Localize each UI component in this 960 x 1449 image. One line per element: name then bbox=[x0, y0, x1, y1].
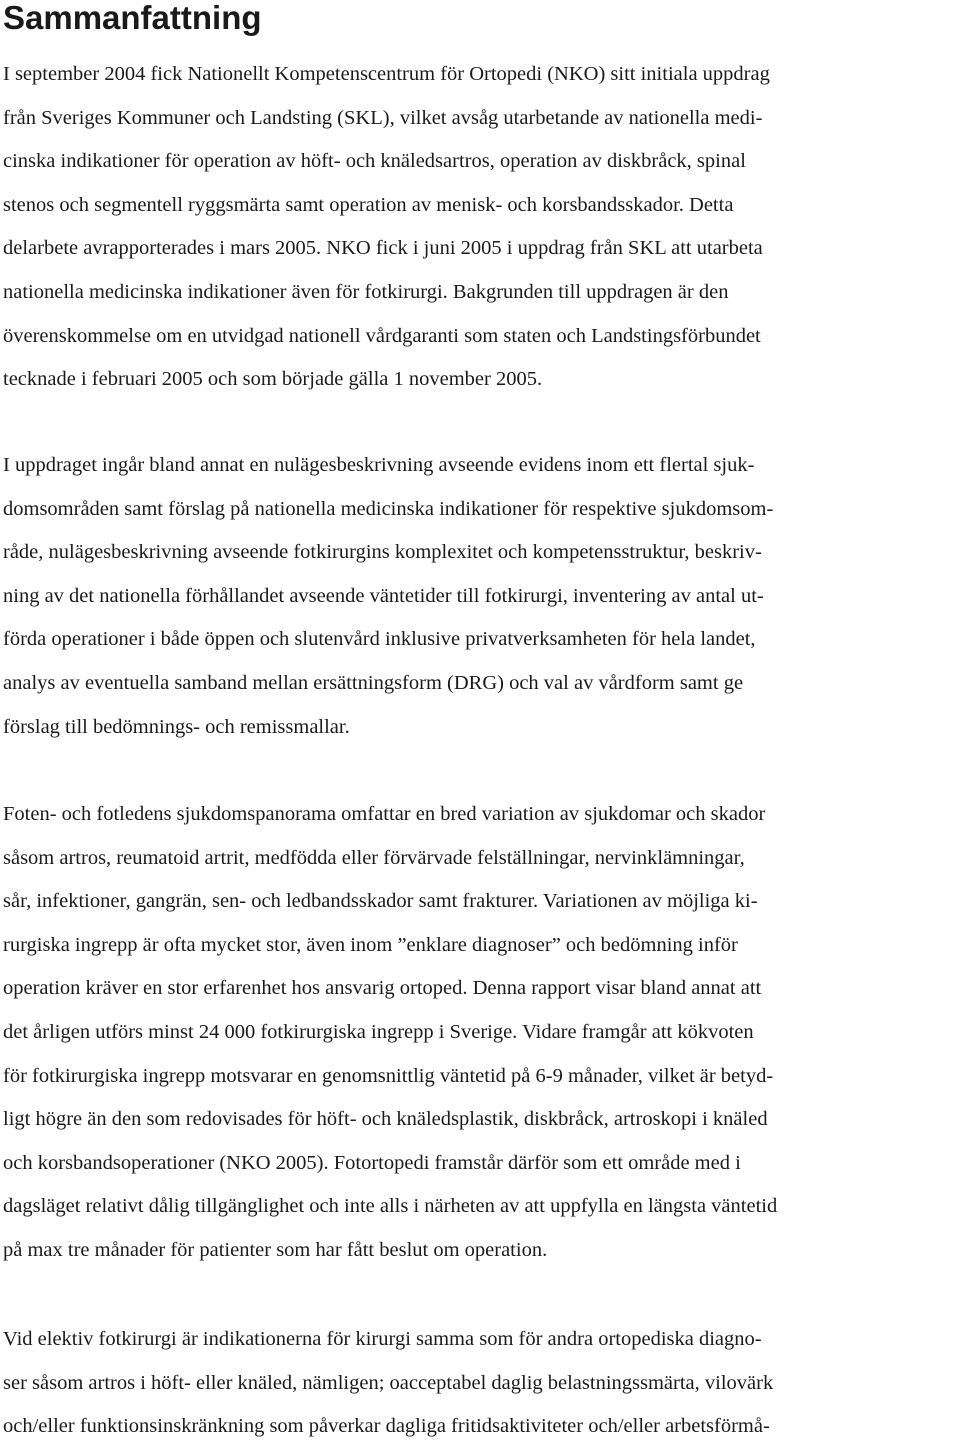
text-line: det årligen utförs minst 24 000 fotkirurgiska ingrepp i Sverige. Vidare framgår att kökvoten bbox=[3, 1020, 754, 1043]
text-line: nationella medicinska indikationer även för fotkirurgi. Bakgrunden till uppdragen är den bbox=[3, 280, 729, 303]
text-line: på max tre månader för patienter som har fått beslut om operation. bbox=[3, 1238, 548, 1261]
paragraph-4 bbox=[3, 1318, 958, 1449]
text-line: från Sveriges Kommuner och Landsting (SKL), vilket avsåg utarbetande av nationella medi- bbox=[3, 106, 763, 129]
text-line: operation kräver en stor erfarenhet hos ansvarig ortoped. Denna rapport visar bland annat att bbox=[3, 977, 762, 1000]
text-line: ligt högre än den som redovisades för höft- och knäledsplastik, diskbråck, artroskopi i knäled bbox=[3, 1108, 768, 1131]
text-line: och korsbandsoperationer (NKO 2005). Fotortopedi framstår därför som ett område med i bbox=[3, 1151, 741, 1174]
text-line: Vid elektiv fotkirurgi är indikationerna för kirurgi samma som för andra ortopediska diagno- bbox=[3, 1328, 762, 1350]
text-line: såsom artros, reumatoid artrit, medfödda eller förvärvade felställningar, nervinklämningar, bbox=[3, 846, 745, 869]
text-line: förslag till bedömnings- och remissmallar. bbox=[3, 715, 350, 738]
text-line: I september 2004 fick Nationellt Kompetenscentrum för Ortopedi (NKO) sitt initiala uppdrag bbox=[3, 63, 770, 85]
page-title: Sammanfattning bbox=[3, 0, 262, 36]
text-line: för fotkirurgiska ingrepp motsvarar en genomsnittlig väntetid på 6-9 månader, vilket är betyd- bbox=[3, 1064, 774, 1087]
paragraph-1 bbox=[3, 53, 958, 402]
text-line: dagsläget relativt dålig tillgänglighet och inte alls i närheten av att uppfylla en längsta väntetid bbox=[3, 1195, 778, 1218]
text-line: rurgiska ingrepp är ofta mycket stor, även inom ”enklare diagnoser” och bedömning inför bbox=[3, 933, 738, 956]
text-line: cinska indikationer för operation av höft- och knäledsartros, operation av diskbråck, spinal bbox=[3, 150, 746, 173]
text-line: överenskommelse om en utvidgad nationell vårdgaranti som staten och Landstingsförbundet bbox=[3, 324, 761, 347]
text-line: analys av eventuella samband mellan ersättningsform (DRG) och val av vårdform samt ge bbox=[3, 671, 744, 694]
paragraph-2 bbox=[3, 444, 958, 749]
text-line: Foten- och fotledens sjukdomspanorama omfattar en bred variation av sjukdomar och skador bbox=[3, 803, 766, 825]
text-line: domsområden samt förslag på nationella medicinska indikationer för respektive sjukdomsom- bbox=[3, 497, 774, 520]
text-line: förda operationer i både öppen och slutenvård inklusive privatverksamheten för hela landet, bbox=[3, 628, 756, 651]
paragraph-3 bbox=[3, 793, 958, 1273]
text-line: stenos och segmentell ryggsmärta samt operation av menisk- och korsbandsskador. Detta bbox=[3, 193, 734, 216]
text-line: sår, infektioner, gangrän, sen- och ledbandsskador samt frakturer. Variationen av möjliga ki- bbox=[3, 890, 758, 913]
text-line: I uppdraget ingår bland annat en nulägesbeskrivning avseende evidens inom ett flertal sjuk- bbox=[3, 454, 755, 476]
text-line: råde, nulägesbeskrivning avseende fotkirurgins komplexitet och kompetensstruktur, beskriv- bbox=[3, 541, 762, 564]
text-line: ning av det nationella förhållandet avseende väntetider till fotkirurgi, inventering av antal ut- bbox=[3, 584, 764, 607]
text-line: och/eller funktionsinskränkning som påverkar dagliga fritidsaktiviteter och/eller arbetsförmå- bbox=[3, 1415, 770, 1438]
text-line: tecknade i februari 2005 och som började gälla 1 november 2005. bbox=[3, 368, 543, 391]
text-line: delarbete avrapporterades i mars 2005. NKO fick i juni 2005 i uppdrag från SKL att utarbeta bbox=[3, 237, 763, 260]
text-line: ser såsom artros i höft- eller knäled, nämligen; oacceptabel daglig belastningssmärta, vilovärk bbox=[3, 1371, 774, 1394]
